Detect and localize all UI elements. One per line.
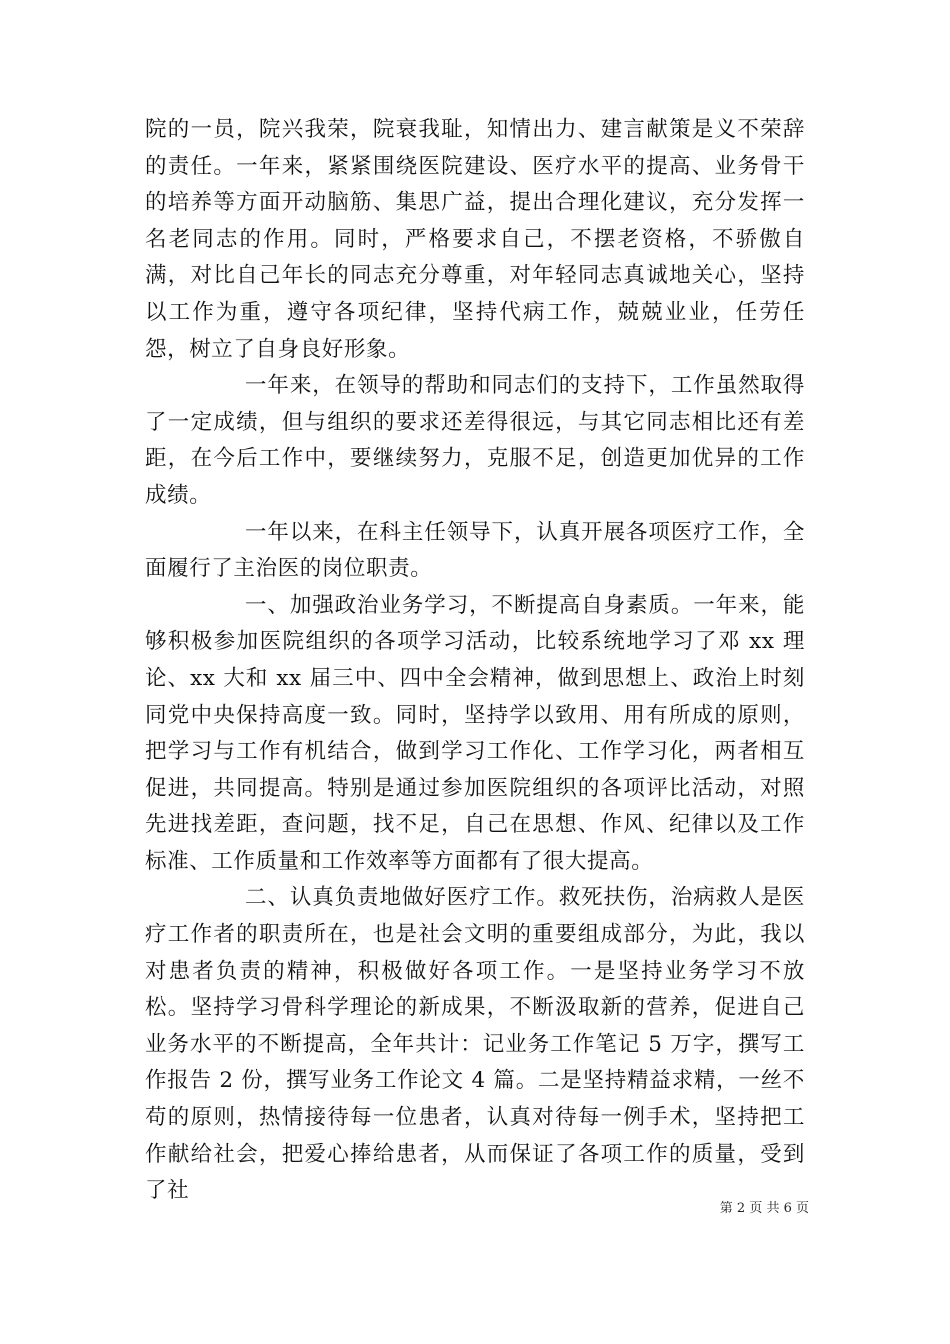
paragraph-section-two: 二、认真负责地做好医疗工作。救死扶伤，治病救人是医疗工作者的职责所在，也是社会文明的重要组成部分，为此，我以对患者负责的精神，积极做好各项工作。一是坚持业务学习不放松。坚持学习骨科学理论的新成果，不断汲取新的营养，促进自己业务水平的不断提高，全年共计：记业务工作笔记 5 万字，撰写工作报告 2 份，撰写业务工作论文 4 篇。二是坚持精益求精，一丝不苟的原则，热情接待每一位患者，认真对待每一例手术，坚持把工作献给社会，把爱心捧给患者，从而保证了各项工作的质量，受到了社 <box>145 885 805 1204</box>
document-body <box>145 112 805 1210</box>
paragraph-continuation: 院的一员，院兴我荣，院衰我耻，知情出力、建言献策是义不荣辞的责任。一年来，紧紧围绕医院建设、医疗水平的提高、业务骨干的培养等方面开动脑筋、集思广益，提出合理化建议，充分发挥一名老同志的作用。同时，严格要求自己，不摆老资格，不骄傲自满，对比自己年长的同志充分尊重，对年轻同志真诚地关心，坚持以工作为重，遵守各项纪律，坚持代病工作，兢兢业业，任劳任怨，树立了自身良好形象。 <box>145 117 805 362</box>
paragraph-section-one: 一、加强政治业务学习，不断提高自身素质。一年来，能够积极参加医院组织的各项学习活动，比较系统地学习了邓 xx 理论、xx 大和 xx 届三中、四中全会精神，做到思想上、政治上时刻同党中央保持高度一致。同时，坚持学以致用、用有所成的原则，把学习与工作有机结合，做到学习工作化、工作学习化，两者相互促进，共同提高。特别是通过参加医院组织的各项评比活动，对照先进找差距，查问题，找不足，自己在思想、作风、纪律以及工作标准、工作质量和工作效率等方面都有了很大提高。 <box>145 592 805 874</box>
paragraph-summary: 一年来，在领导的帮助和同志们的支持下，工作虽然取得了一定成绩，但与组织的要求还差得很远，与其它同志相比还有差距，在今后工作中，要继续努力，克服不足，创造更加优异的工作成绩。 <box>145 373 805 508</box>
paragraph-intro: 一年以来，在科主任领导下，认真开展各项医疗工作，全面履行了主治医的岗位职责。 <box>145 519 805 582</box>
page-number-footer: 第 2 页 共 6 页 <box>719 1201 809 1216</box>
